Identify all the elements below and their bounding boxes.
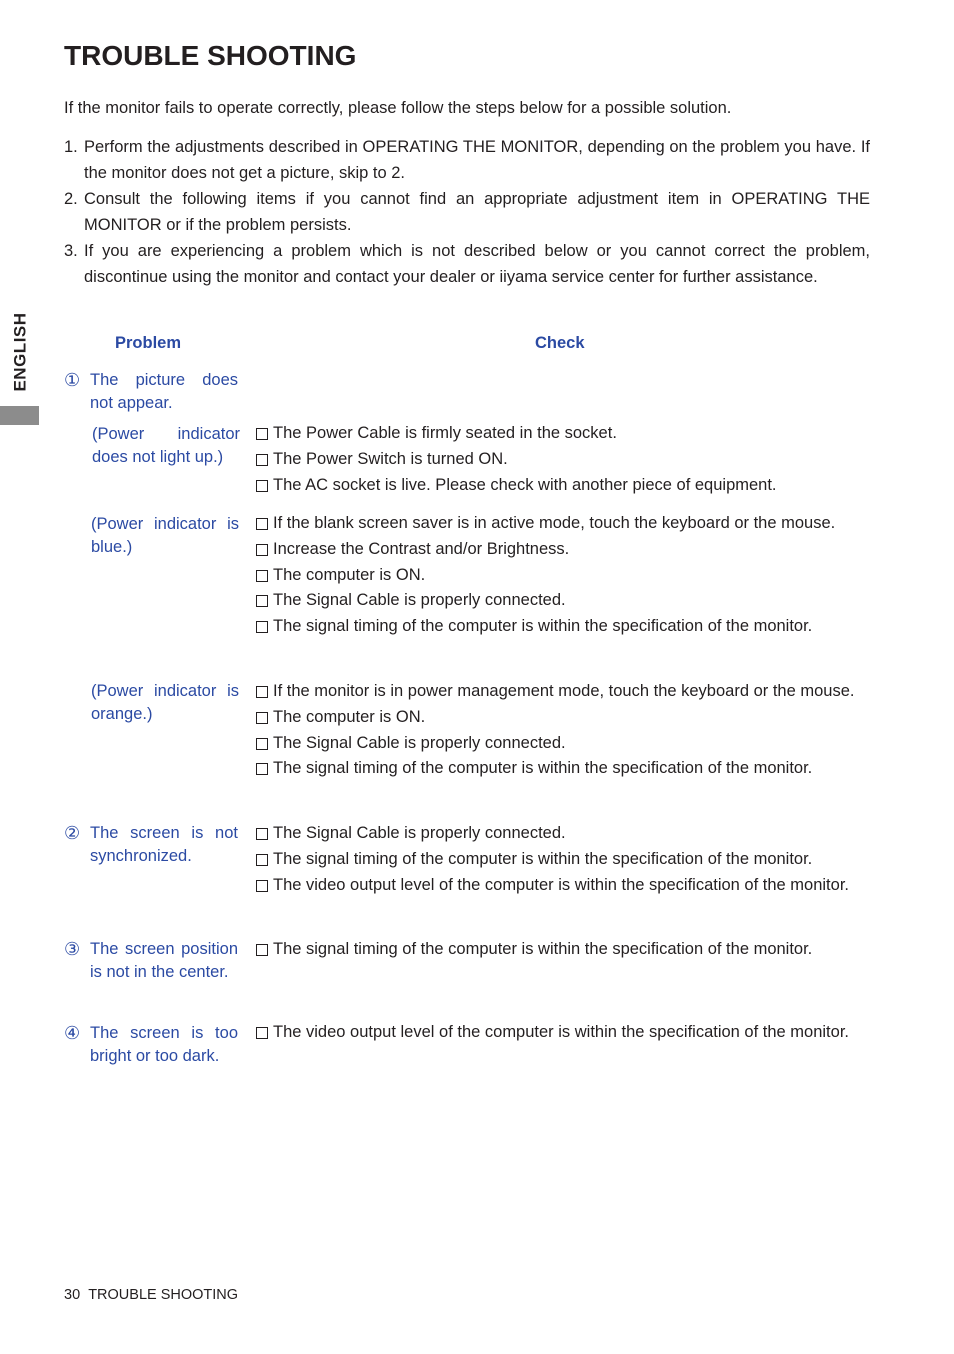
checkbox-icon — [256, 454, 268, 466]
step-text: Perform the adjustments described in OPERATING THE MONITOR, depending on the problem you have. If the monitor does not get a picture, skip to 2. — [84, 138, 870, 182]
step-number: 1. — [64, 138, 78, 156]
check-item — [256, 614, 870, 640]
step-text: If you are experiencing a problem which is not described below or you cannot correct the problem, discontinue using the monitor and contact your dealer or iiyama service center for further assistance. — [84, 242, 870, 286]
check-text: The computer is ON. — [273, 565, 426, 584]
checkbox-icon — [256, 712, 268, 724]
check-text: The Signal Cable is properly connected. — [273, 824, 566, 842]
column-header-check: Check — [535, 334, 585, 352]
checkbox-icon — [256, 944, 268, 956]
problem-1-sub-blue: (Power indicator is blue.) — [91, 515, 239, 556]
check-text: The Power Switch is turned ON. — [273, 449, 508, 468]
check-text: The signal timing of the computer is within the specification of the monitor. — [273, 940, 813, 958]
check-item — [256, 537, 870, 563]
problem-1 — [64, 369, 238, 414]
problem-1-sub-orange: (Power indicator is orange.) — [91, 682, 239, 723]
problem-text: The picture does not appear. — [90, 371, 238, 412]
check-item — [256, 588, 870, 614]
language-tab — [10, 304, 32, 399]
check-text: The video output level of the computer is within the specification of the monitor. — [273, 1023, 849, 1041]
check-text: The signal timing of the computer is within the specification of the monitor. — [273, 759, 813, 778]
check-text: The computer is ON. — [273, 707, 426, 726]
problem-3 — [64, 938, 238, 983]
check-item — [256, 447, 870, 473]
check-text: The AC socket is live. Please check with another piece of equipment. — [273, 475, 777, 494]
check-text: The Signal Cable is properly connected. — [273, 733, 566, 752]
step-item — [64, 186, 870, 238]
checkbox-icon — [256, 621, 268, 633]
check-item — [256, 873, 870, 899]
checkbox-icon — [256, 828, 268, 840]
checkbox-icon — [256, 686, 268, 698]
step-text: Consult the following items if you cannot find an appropriate adjustment item in OPERATING THE MONITOR or if the problem persists. — [84, 190, 870, 234]
language-label: ENGLISH — [11, 311, 30, 392]
check-item — [256, 821, 870, 847]
check-item — [256, 563, 870, 589]
problem-2 — [64, 822, 238, 867]
page-number: 30 — [64, 1287, 81, 1303]
check-group-not-synchronized — [256, 821, 870, 898]
check-text: The signal timing of the computer is within the specification of the monitor. — [273, 617, 813, 636]
check-item — [256, 705, 870, 731]
check-text: The video output level of the computer is within the specification of the monitor. — [273, 875, 849, 894]
check-text: The Signal Cable is properly connected. — [273, 591, 566, 610]
checkbox-icon — [256, 518, 268, 530]
problem-text: The screen position is not in the center. — [90, 940, 238, 981]
step-item — [64, 134, 870, 186]
problem-marker: ③ — [64, 939, 81, 959]
problem-marker: ④ — [64, 1023, 81, 1043]
intro-text: If the monitor fails to operate correctly, please follow the steps below for a possible solution. — [64, 99, 732, 117]
check-text: If the monitor is in power management mode, touch the keyboard or the mouse. — [273, 682, 855, 700]
check-text: If the blank screen saver is in active mode, touch the keyboard or the mouse. — [273, 514, 836, 532]
check-text: The signal timing of the computer is within the specification of the monitor. — [273, 849, 813, 868]
checkbox-icon — [256, 570, 268, 582]
footer-section: TROUBLE SHOOTING — [88, 1287, 239, 1303]
column-header-problem: Problem — [115, 334, 182, 352]
page-footer — [64, 1287, 238, 1303]
checkbox-icon — [256, 595, 268, 607]
checkbox-icon — [256, 544, 268, 556]
check-item — [256, 511, 870, 537]
check-item — [256, 847, 870, 873]
page-title: TROUBLE SHOOTING — [64, 40, 357, 71]
check-item — [256, 731, 870, 757]
problem-1-sub-no-light: (Power indicator does not light up.) — [92, 425, 240, 466]
check-item — [256, 421, 870, 447]
checkbox-icon — [256, 738, 268, 750]
check-group-blue — [256, 511, 870, 640]
checkbox-icon — [256, 880, 268, 892]
check-group-orange — [256, 679, 870, 782]
check-item — [256, 473, 870, 499]
check-group-no-light — [256, 421, 870, 498]
check-item — [256, 756, 870, 782]
checkbox-icon — [256, 763, 268, 775]
problem-marker: ① — [64, 370, 81, 390]
check-item — [256, 937, 870, 963]
check-text: Increase the Contrast and/or Brightness. — [273, 539, 570, 558]
checkbox-icon — [256, 854, 268, 866]
step-number: 2. — [64, 190, 78, 208]
check-group-brightness — [256, 1020, 870, 1046]
problem-text: The screen is too bright or too dark. — [90, 1024, 238, 1065]
step-number: 3. — [64, 242, 78, 260]
steps-list — [64, 134, 870, 290]
check-text: The Power Cable is firmly seated in the socket. — [273, 424, 617, 442]
step-item — [64, 238, 870, 290]
problem-text: The screen is not synchronized. — [90, 824, 238, 865]
check-item — [256, 1020, 870, 1046]
check-item — [256, 679, 870, 705]
problem-4 — [64, 1022, 238, 1067]
language-tab-bar — [0, 406, 39, 425]
check-group-position — [256, 937, 870, 963]
checkbox-icon — [256, 1027, 268, 1039]
checkbox-icon — [256, 480, 268, 492]
problem-marker: ② — [64, 823, 81, 843]
checkbox-icon — [256, 428, 268, 440]
